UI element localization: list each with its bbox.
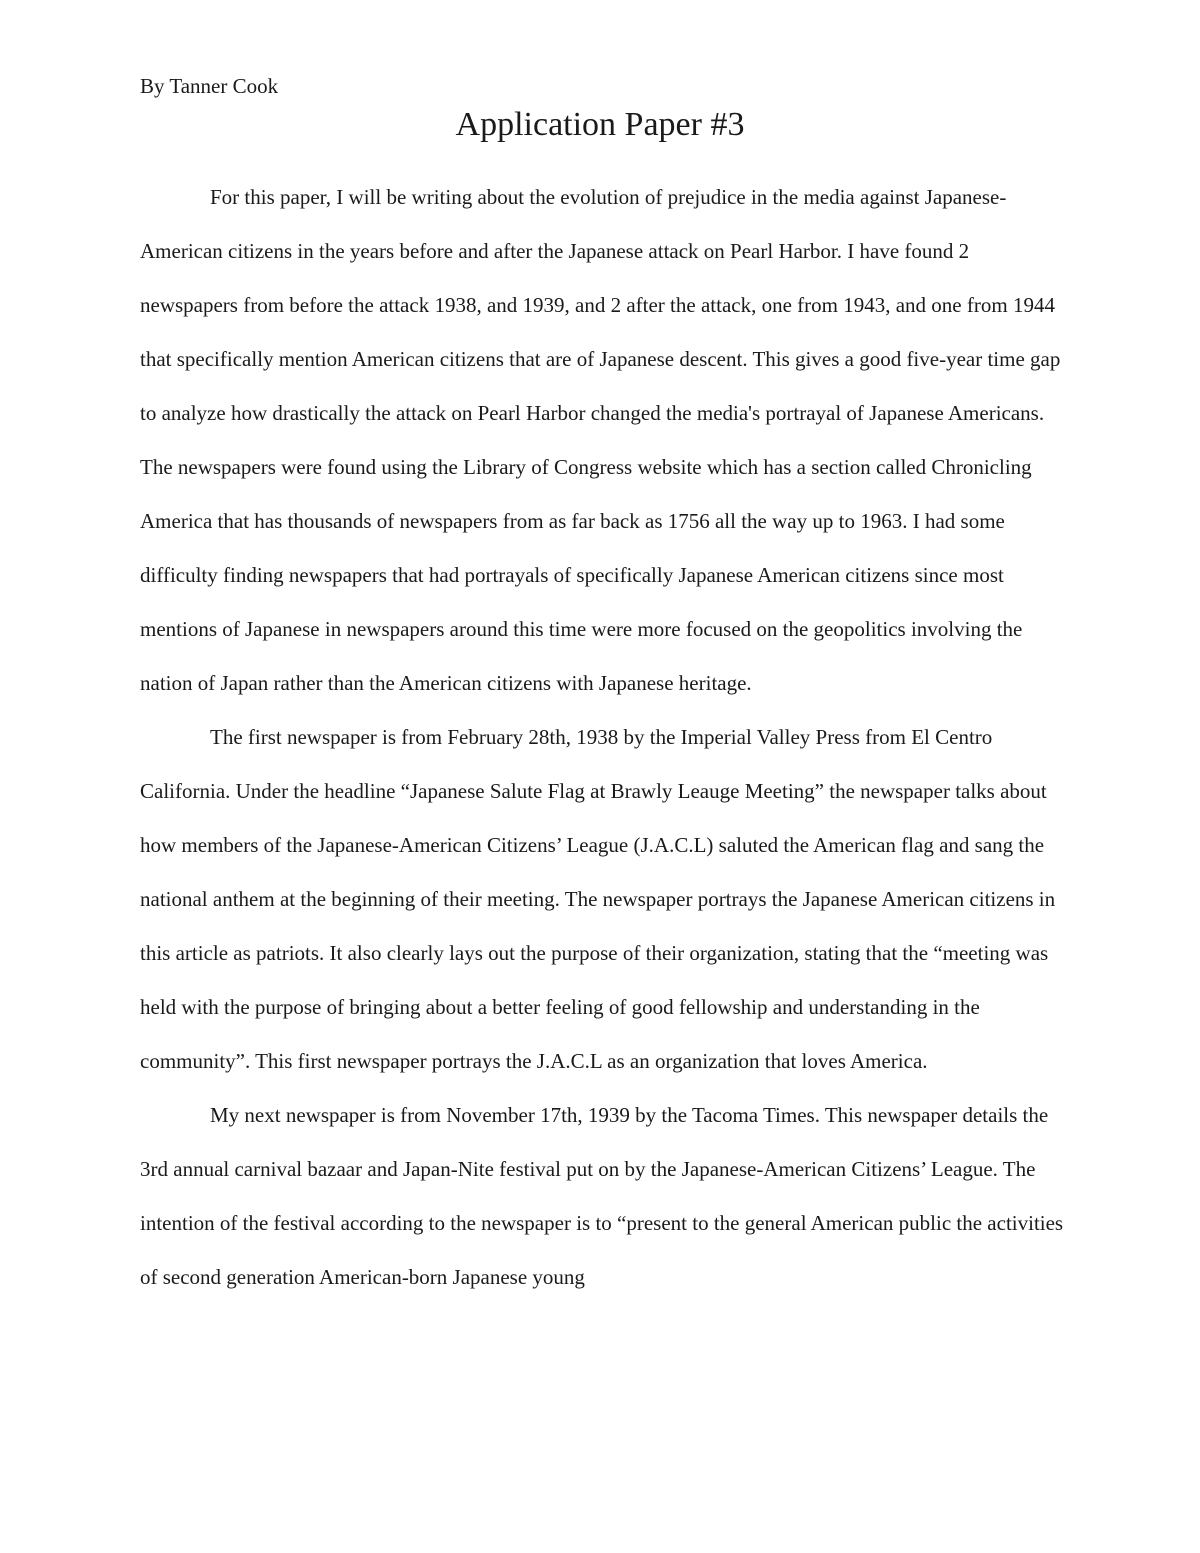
paragraph-intro: For this paper, I will be writing about the evolution of prejudice in the media against Japanese-American citizens in the years before and after the Japanese attack on Pearl Harbor. I have found 2 newspapers from before the attack 1938, and 1939, and 2 after the attack, one from 1943, and one from 1944 that specifically mention American citizens that are of Japanese descent. This gives a good five-year time gap to analyze how drastically the attack on Pearl Harbor changed the media's portrayal of Japanese Americans. The newspapers were found using the Library of Congress website which has a section called Chronicling America that has thousands of newspapers from as far back as 1756 all the way up to 1963. I had some difficulty finding newspapers that had portrayals of specifically Japanese American citizens since most mentions of Japanese in newspapers around this time were more focused on the geopolitics involving the nation of Japan rather than the American citizens with Japanese heritage. — [140, 185, 1061, 695]
paper-body — [140, 170, 1065, 1304]
author-line: By Tanner Cook — [140, 74, 279, 98]
paper-title: Application Paper #3 — [455, 106, 745, 143]
paragraph-second-newspaper: My next newspaper is from November 17th, 1939 by the Tacoma Times. This newspaper details the 3rd annual carnival bazaar and Japan-Nite festival put on by the Japanese-American Citizens’ League. The intention of the festival according to the newspaper is to “present to the general American public the activities of second generation American-born Japanese young — [140, 1103, 1064, 1289]
paragraph-first-newspaper: The first newspaper is from February 28th, 1938 by the Imperial Valley Press from El Centro California. Under the headline “Japanese Salute Flag at Brawly Leauge Meeting” the newspaper talks about how members of the Japanese-American Citizens’ League (J.A.C.L) saluted the American flag and sang the national anthem at the beginning of their meeting. The newspaper portrays the Japanese American citizens in this article as patriots. It also clearly lays out the purpose of their organization, stating that the “meeting was held with the purpose of bringing about a better feeling of good fellowship and understanding in the community”. This first newspaper portrays the J.A.C.L as an organization that loves America. — [140, 725, 1056, 1073]
